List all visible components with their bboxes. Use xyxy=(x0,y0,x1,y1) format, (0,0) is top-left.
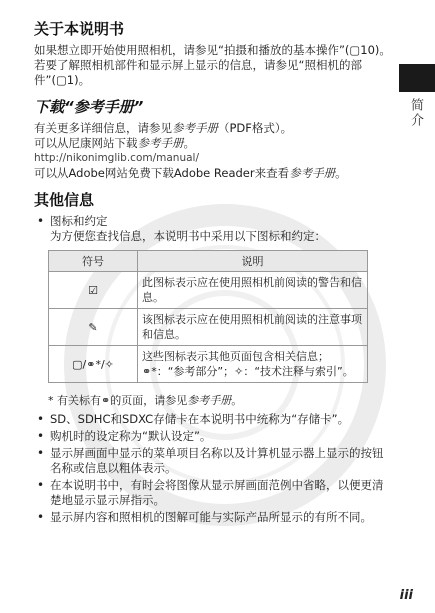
note-icon: ✎ xyxy=(49,309,138,346)
table-cell-description: 这些图标表示其他页面包含相关信息；⚭*：“参考部分”；✧：“技术注释与索引”。 xyxy=(138,346,368,383)
list-item: • SD、SDHC和SDXC存储卡在本说明书中统称为“存储卡”。 xyxy=(50,412,394,427)
other-info-list xyxy=(34,214,394,244)
table-footnote: * 有关标有⚭的页面，请参见参考手册。 xyxy=(48,394,243,407)
section-title-download: 下载“参考手册” xyxy=(34,98,144,116)
page-number: iii xyxy=(399,588,413,603)
table-row xyxy=(49,346,368,383)
table-cell-description: 此图标表示应在使用照相机前阅读的警告和信息。 xyxy=(138,272,368,309)
about-paragraph-1: 如果想立即开始使用照相机，请参见“拍摄和播放的基本操作”(▢10)。 xyxy=(34,43,391,57)
table-cell-description: 该图标表示应在使用照相机前阅读的注意事项和信息。 xyxy=(138,309,368,346)
reference-icons: ▢/⚭*/✧ xyxy=(49,346,138,383)
main-content xyxy=(34,18,394,527)
list-item: • 显示屏内容和照相机的图解可能与实际产品所显示的有所不同。 xyxy=(50,510,394,525)
section-title-other-info: 其他信息 xyxy=(34,191,95,209)
list-item: • 购机时的设定称为“默认设定”。 xyxy=(50,429,394,444)
list-item: • 显示屏画面中显示的菜单项目名称以及计算机显示器上显示的按钮名称或信息以粗体表示。 xyxy=(50,446,394,476)
table-header-description: 说明 xyxy=(138,251,368,272)
manual-url-link[interactable]: http://nikonimglib.com/manual/ xyxy=(34,152,199,164)
list-item: • 在本说明书中，有时会将图像从显示屏画面范例中省略，以便更清楚地显示显示屏指示。 xyxy=(50,478,394,508)
section-tab-label: 简介 xyxy=(408,98,423,128)
about-paragraph-2: 若要了解照相机部件和显示屏上显示的信息，请参见“照相机的部件”(▢1)。 xyxy=(34,58,362,87)
warning-icon: ☑ xyxy=(49,272,138,309)
conventions-list xyxy=(34,412,394,525)
table-header-row xyxy=(49,251,368,272)
section-tab-marker xyxy=(399,64,435,92)
reference-icon: ⚭ xyxy=(101,394,111,407)
list-item-icons: • 图标和约定 为方便您查找信息，本说明书中采用以下图标和约定： xyxy=(50,214,394,244)
table-row xyxy=(49,272,368,309)
download-line-1: 有关更多详细信息，请参见参考手册（PDF格式）。 xyxy=(34,121,293,135)
download-line-2: 可以从尼康网站下载参考手册。 xyxy=(34,136,195,150)
table-row xyxy=(49,309,368,346)
section-title-about: 关于本说明书 xyxy=(34,20,125,38)
table-header-symbol: 符号 xyxy=(49,251,138,272)
icon-table xyxy=(48,250,368,383)
download-line-3: 可以从Adobe网站免费下载Adobe Reader来查看参考手册。 xyxy=(34,166,347,180)
